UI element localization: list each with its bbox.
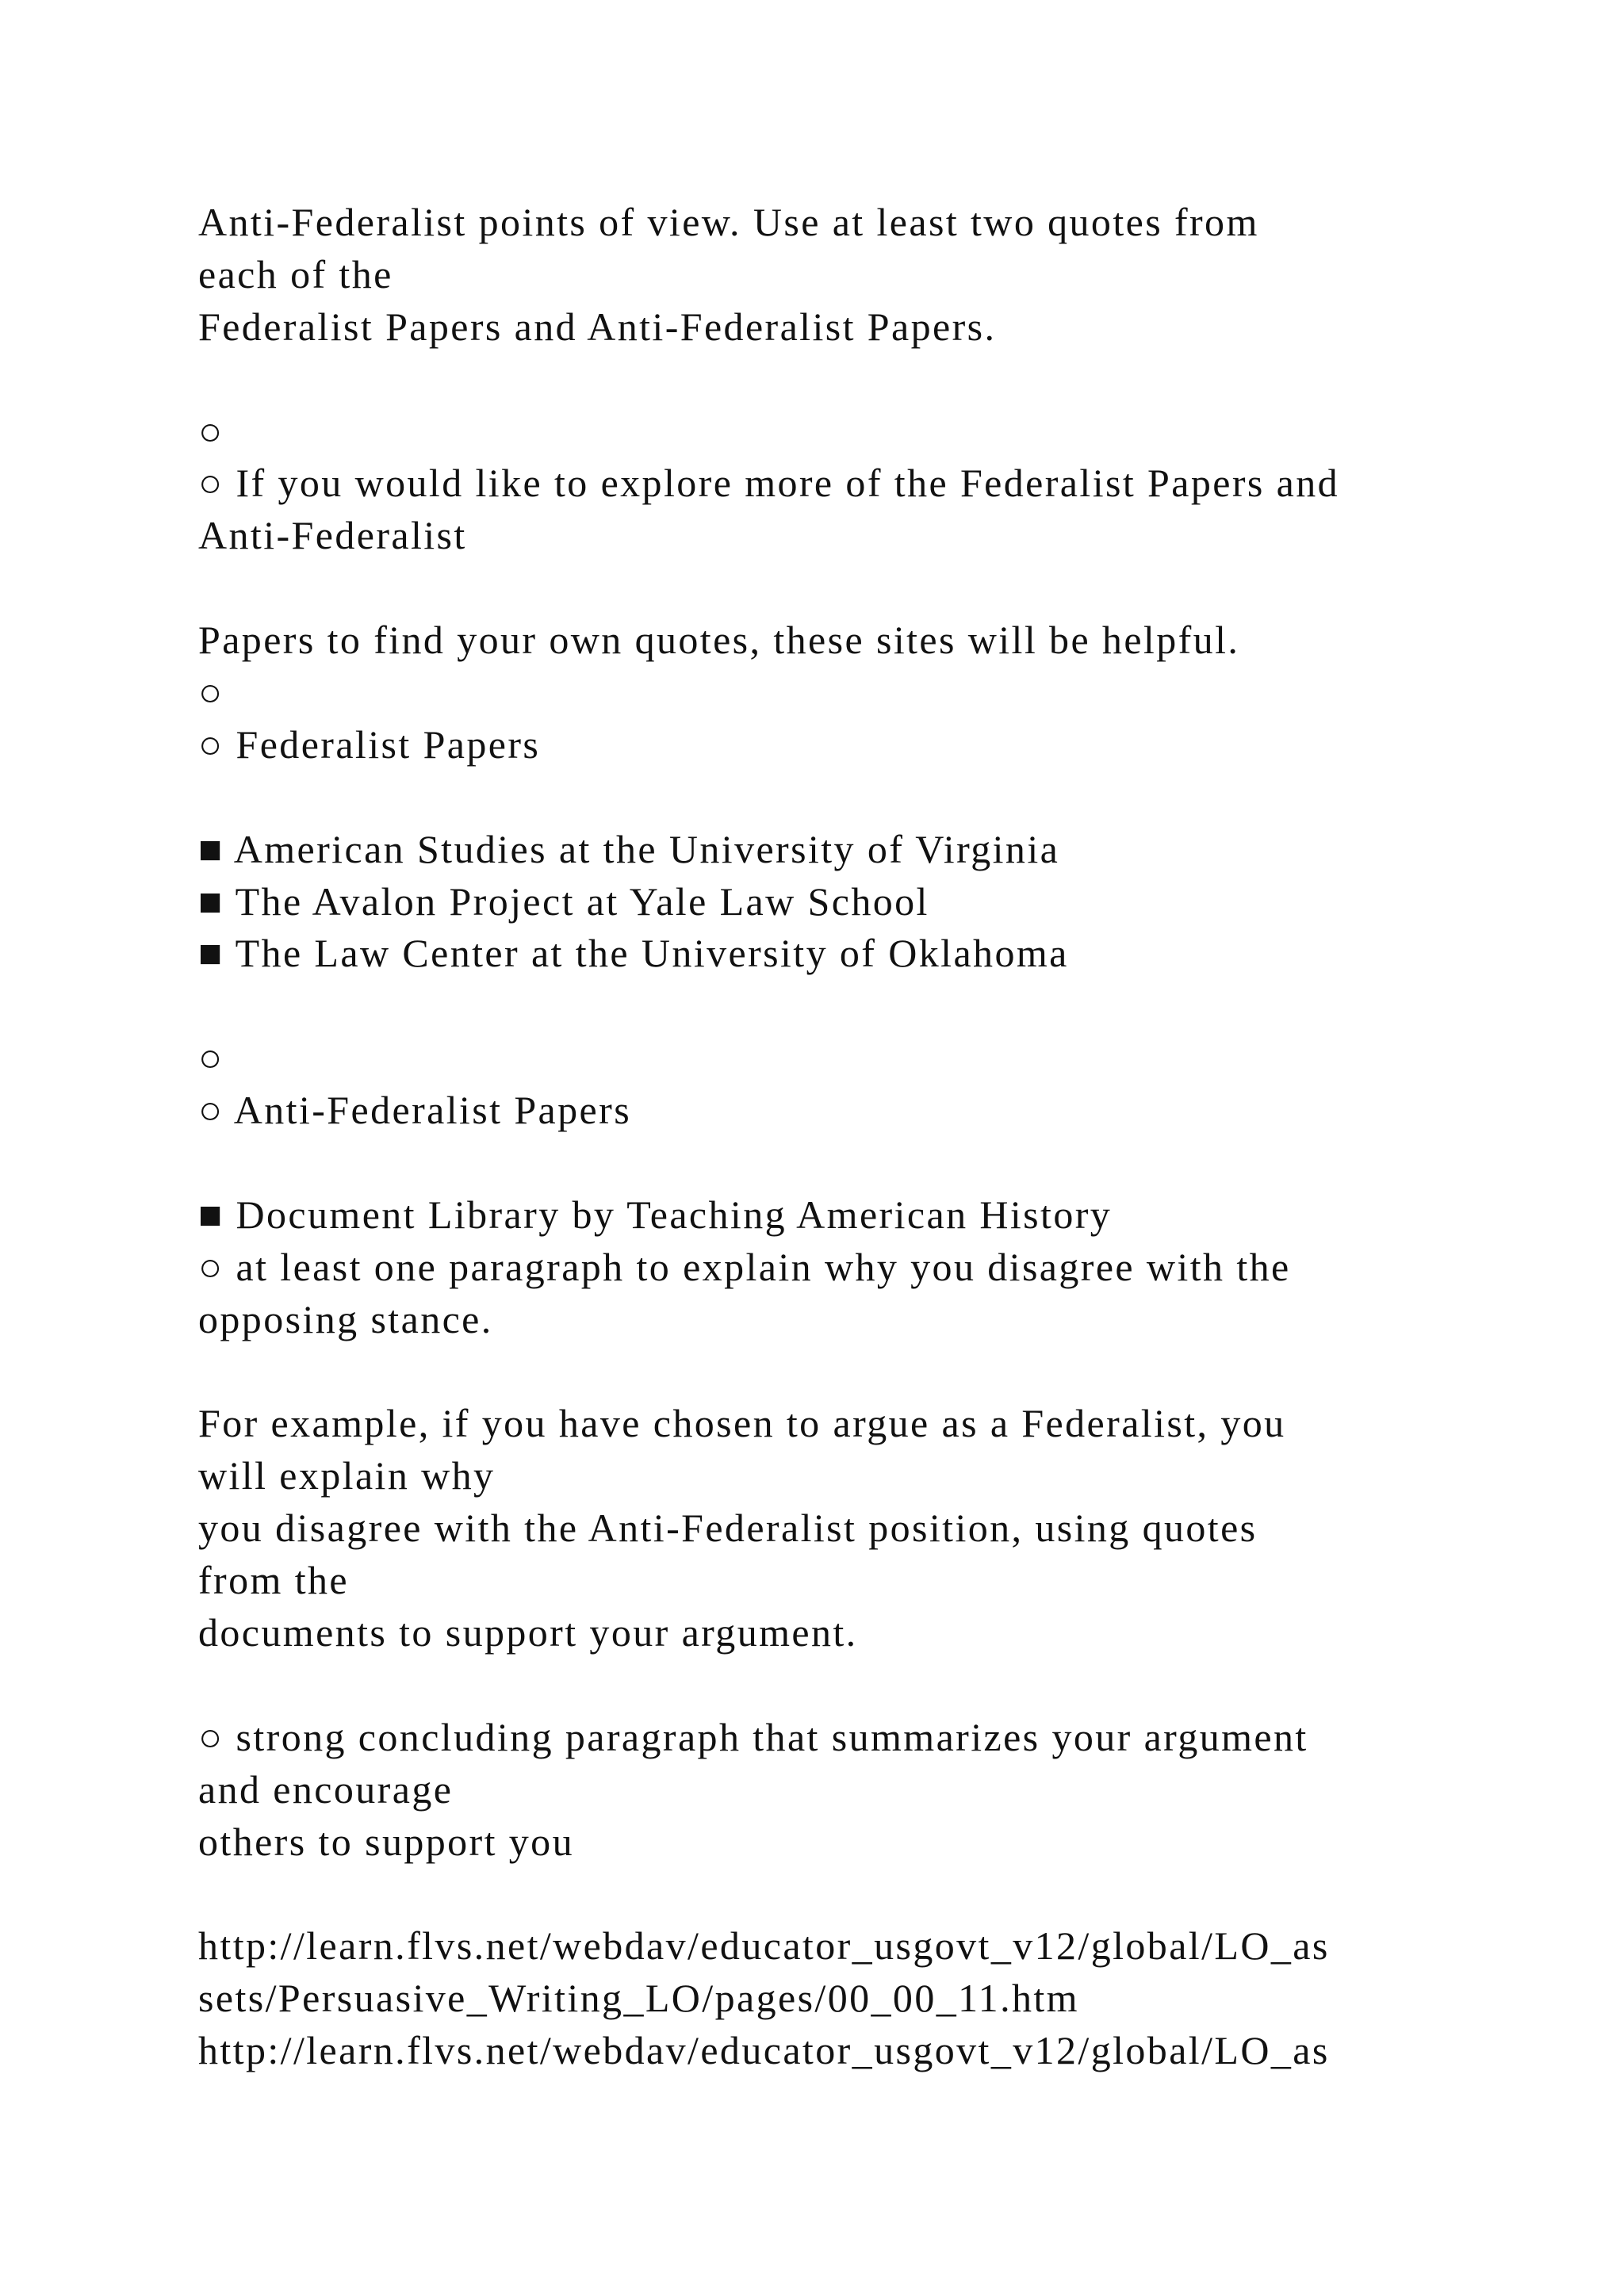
text-line: documents to support your argument.: [198, 1610, 858, 1655]
blank-line: [198, 1869, 1546, 1921]
blank-line: [198, 980, 1546, 1032]
list-item: ■ American Studies at the University of Virginia: [198, 826, 1060, 871]
list-item: ■ Document Library by Teaching American History: [198, 1192, 1113, 1237]
text-line: others to support you: [198, 1819, 574, 1864]
blank-line: [198, 1137, 1546, 1189]
blank-line: [198, 1346, 1546, 1399]
text-line: from the: [198, 1558, 349, 1603]
list-item: ■ The Law Center at the University of Oklahoma: [198, 931, 1069, 976]
blank-line: [198, 1659, 1546, 1712]
list-item: ■ The Avalon Project at Yale Law School: [198, 878, 929, 924]
text-line: For example, if you have chosen to argue as a Federalist, you: [198, 1401, 1286, 1446]
text-line: each of the: [198, 251, 393, 297]
text-line: Anti-Federalist: [198, 513, 467, 558]
url-line: http://learn.flvs.net/webdav/educator_usgovt_v12/global/LO_as: [198, 2028, 1330, 2073]
document-body: [198, 197, 1546, 2077]
text-line: Federalist Papers and Anti-Federalist Papers.: [198, 304, 997, 349]
text-line: you disagree with the Anti-Federalist position, using quotes: [198, 1506, 1258, 1551]
blank-line: [198, 354, 1546, 406]
text-line: opposing stance.: [198, 1296, 493, 1341]
bullet-line: ○: [198, 1035, 224, 1081]
bullet-line: ○ at least one paragraph to explain why you disagree with the: [198, 1244, 1291, 1289]
bullet-line: ○: [198, 670, 224, 715]
text-line: and encourage: [198, 1766, 454, 1812]
bullet-line: ○: [198, 408, 224, 453]
bullet-line: ○ strong concluding paragraph that summarizes your argument: [198, 1714, 1308, 1759]
text-line: Papers to find your own quotes, these sites will be helpful.: [198, 618, 1240, 663]
url-line: sets/Persuasive_Writing_LO/pages/00_00_11.htm: [198, 1976, 1079, 2021]
url-line: http://learn.flvs.net/webdav/educator_usgovt_v12/global/LO_as: [198, 1923, 1330, 1969]
bullet-line: ○ Anti-Federalist Papers: [198, 1088, 632, 1133]
bullet-line: ○ Federalist Papers: [198, 721, 541, 767]
bullet-line: ○ If you would like to explore more of the Federalist Papers and: [198, 461, 1340, 506]
blank-line: [198, 771, 1546, 824]
text-line: will explain why: [198, 1453, 496, 1498]
text-line: Anti-Federalist points of view. Use at least two quotes from: [198, 200, 1259, 244]
blank-line: [198, 562, 1546, 614]
